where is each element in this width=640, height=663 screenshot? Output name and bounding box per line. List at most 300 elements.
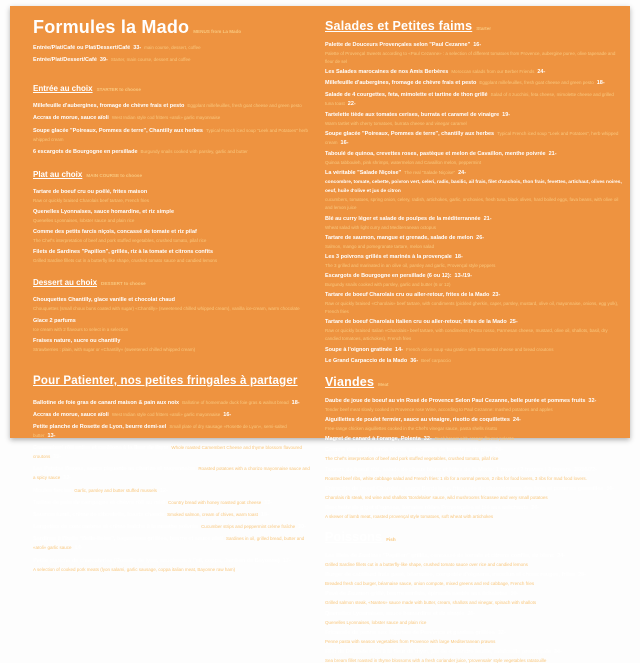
menu-item — [33, 555, 310, 572]
menu-item — [33, 42, 310, 51]
menu-item — [325, 213, 622, 230]
menu-item-translation-line — [33, 344, 310, 352]
menu-item — [33, 397, 310, 406]
item-price: 39- — [99, 57, 108, 64]
menu-item — [325, 109, 622, 126]
menu-item-translation-line — [325, 511, 622, 519]
item-price: 18- — [454, 253, 463, 260]
menu-item-line — [325, 569, 622, 578]
menu-item-line — [33, 409, 310, 418]
item-translation-en: The real "Salade Niçoise" — [404, 170, 456, 176]
menu-item-line — [325, 270, 622, 279]
item-translation-en: Beef carpaccio — [421, 357, 451, 363]
menu-item-line — [325, 550, 622, 559]
menu-item — [325, 232, 622, 249]
item-translation-en: Grilled Sardine fillets cut in a butterfly like shape, crushed tomato sauce and candied lemons — [33, 258, 218, 264]
menu-item — [33, 497, 310, 506]
menu-item — [325, 395, 622, 412]
fringales-list — [33, 397, 310, 572]
menu-item — [325, 289, 622, 314]
item-name-fr: Tartelette tiède aux tomates cerises, burrata et caramel de vinaigre — [325, 111, 500, 118]
section-title: Viandes — [325, 374, 375, 389]
item-translation-en: Duck breast with orange flavour polenta — [434, 436, 515, 442]
item-translation-en: Warm tartlet with cherry tomatoes, burrata cheese and vinegar caramel — [325, 120, 467, 126]
item-translation-en: Salmon, mango and pomegranate tartare, melon salad — [325, 243, 435, 249]
menu-item-translation-line — [325, 492, 622, 500]
item-price: 22- — [347, 100, 356, 107]
menu-item-line — [325, 89, 622, 107]
item-translation-en: Quenelles Lyonnaises, lobster sauce and plain rice — [33, 217, 135, 223]
menu-item — [325, 39, 622, 64]
menu-item-translation-line — [33, 324, 310, 332]
section-plat — [33, 164, 310, 264]
menu-item-translation-line — [33, 195, 310, 203]
menu-item-translation-line — [325, 241, 622, 249]
menu-item — [33, 206, 310, 223]
menu-item — [325, 66, 622, 75]
item-price: 30- — [531, 504, 540, 511]
item-translation-en: Burgundy snails cooked with parsley, garlic and butter — [140, 148, 248, 154]
menu-item — [325, 128, 622, 146]
item-price: 30- — [510, 591, 519, 598]
item-price: 24- — [537, 69, 546, 76]
item-name-fr: Tartare de boeuf Charolais cru ou aller-retour, frites de la Mado — [325, 292, 490, 299]
menu-item-line — [33, 125, 310, 143]
item-name-fr: Burger de cabillaud frais pané, béarnaise, compotée d'oignons, mesclun et choux rouges, frites — [325, 572, 576, 579]
item-name-fr: Daube de joue de boeuf au vin Rosé de Provence Selon Paul Cezanne, belle purée et pommes fruits — [325, 397, 586, 404]
item-translation-en: Sea bream fillet roasted in thyme blossoms with a fresh coriander juice, 'provensale' style vegetables ratatouille — [325, 657, 547, 663]
item-price: 36- — [606, 485, 615, 492]
menu-item-line — [33, 226, 310, 235]
menu-item-translation-line — [33, 255, 310, 263]
item-translation-en: Roasted potatoes with a chorizo mayonnaise sauce and a spicy sauce — [33, 466, 310, 481]
item-name-fr: Soupe à l'oignon gratinée — [325, 346, 393, 353]
item-name-fr: Camembert rôti entier et croûtons à la fleur de thym — [33, 445, 169, 452]
item-name-fr: Taboulé de quinoa, crevettes roses, pastèque et melon de Cavaillon, menthe poivrée — [325, 151, 546, 158]
menu-item-line — [33, 509, 310, 518]
item-price: 28- — [578, 572, 587, 579]
item-name-fr: Millefeuille d'aubergines, fromage de chèvre frais et pesto — [325, 80, 477, 87]
item-price: 17- — [282, 557, 291, 564]
item-name-fr: Soupe glacée "Poireaux, Pommes de terre", chantilly aux herbes — [325, 130, 495, 137]
item-price: 34- — [553, 648, 562, 655]
menu-item — [325, 433, 622, 442]
item-name-fr: Entrecôte de boeuf Charolais, sauce Bordelaise, fricassée de champignons des bois et pommes grenailles — [325, 485, 604, 492]
formules-list — [33, 42, 310, 63]
menu-item-line — [33, 112, 310, 121]
menu-item-line — [33, 463, 310, 481]
item-ingredients-fr: concombre, tomate, cebette, poivron vert, celeri, radis, basilic, ail frais, filet d'anchois, thon frais, fevettes, artichaut, olives noires, oeuf, huile d'olive et jus de citron — [325, 180, 622, 195]
item-translation-en: Wheat salad with light curry and Mediterranean octopus — [325, 224, 437, 230]
menu-item-line — [33, 521, 310, 530]
section-viandes — [325, 373, 622, 519]
menu-item-line — [325, 109, 622, 118]
item-name-fr: Entrée/Plat/Café ou Plat/Dessert/Café — [33, 45, 131, 51]
item-name-fr: Tartare de boeuf cru ou poêlé, frites maison — [33, 188, 148, 195]
item-price: 36- — [410, 357, 419, 364]
menu-item-translation-line — [33, 564, 310, 572]
item-translation-en: Strawberries : plain, with sugar or «Chantilly» (sweetened chilled whipped cream) — [33, 346, 196, 352]
item-translation-en: West Indian style cod fritters «aïoli» garlic mayonnaise — [111, 411, 221, 417]
menu-item-line — [33, 485, 310, 494]
item-translation-en: Free-range chicken aiguillettes cooked in the Chef's vinegar sauce, pasta shells risotto — [325, 426, 498, 431]
menu-item-line — [325, 316, 622, 325]
item-price: 26- — [476, 234, 485, 241]
item-name-fr: Les Salades marocaines de nos Amis Berbères — [325, 69, 449, 76]
section-title: Poissons — [325, 529, 383, 544]
item-translation-en: Tender beef meat slowly cooked in Provence rose Wine, according to Paul Cezanne: mashed potatoes and apples — [325, 406, 553, 412]
item-name-fr: Magret de canard à l'orange, Polenta — [325, 436, 421, 443]
item-name-fr: Sardines à l'huile "Belle-Iloise", baguetines grillées, beurre et sauce aïoli — [33, 536, 223, 543]
menu-item-translation-line — [325, 655, 622, 663]
menu-item-translation-line — [325, 559, 622, 567]
item-name-fr: Millefeuille d'aubergines, fromage de chèvre frais et pesto — [33, 103, 185, 110]
item-price: 24- — [557, 552, 566, 559]
menu-item-line — [33, 206, 310, 215]
item-translation-en: Penne pasta with season vegetables from Provence with large Mediterranean prawns — [325, 638, 496, 644]
item-name-fr: Tartare de boeuf Charolais Italien cru ou aller-retour, frites de la Mado — [325, 319, 507, 326]
item-translation-en: Small plate of dry sausage «Rosette de Lyon», semi-salted butter — [33, 424, 287, 439]
menu-item-line — [325, 395, 622, 404]
menu-item-line — [325, 167, 622, 176]
section-poissons — [325, 528, 622, 663]
item-name-fr: Le Grand Carpaccio de la Mado — [325, 357, 408, 364]
item-name-fr: Les 3 poivrons grillés et marinés à la provençale — [325, 253, 452, 260]
menu-item-line — [325, 232, 622, 241]
section-salades — [325, 17, 622, 364]
menu-item-line — [325, 77, 622, 86]
menu-page — [10, 6, 630, 663]
item-translation-en: Salad of 4 zucchini, feta cheese, mimolette cheese and grilled tuna toast — [325, 91, 614, 106]
item-price: 33- — [133, 45, 142, 51]
item-name-fr: Pavé de Saumon grillé, beurre nantais, épinards sautés aux échalotes — [325, 591, 508, 598]
section-title: Dessert au choix — [33, 278, 98, 288]
menu-item — [33, 315, 310, 332]
menu-item-translation-line — [325, 617, 622, 625]
menu-item — [325, 344, 622, 353]
item-translation-en: Country bread with honey roasted goat cheese — [167, 499, 262, 505]
section-subtitle: STARTER to choose — [96, 87, 141, 93]
item-name-fr: Accras de morue, sauce aïoli — [33, 411, 109, 418]
item-price: 14- — [74, 545, 83, 552]
item-name-fr: Travers de boeuf rôti, salade de choux blanc et frites de la Mado: 1 traver / 2 travers / 3 travers — [325, 466, 571, 473]
item-translation-en: Cucumber strips and peppermint crème fraîche — [201, 524, 296, 530]
menu-item-translation-line — [325, 453, 622, 461]
item-name-fr: Ballotine de foie gras de canard maison & pain aux noix — [33, 399, 180, 406]
menu-item-ingredients — [325, 176, 622, 194]
menu-item — [33, 246, 310, 263]
item-translation-en: Quenelles Lyonnaises, lobster sauce and plain rice — [325, 619, 427, 625]
menu-item-line — [325, 483, 622, 492]
item-translation-en: Whole roasted Camembert Cheese and thyme blossom flavoured croutons — [33, 445, 302, 460]
item-translation-en: Moroccan salads from our Berber Friends — [451, 69, 535, 75]
salades-list — [325, 39, 622, 364]
item-translation-en: Garlic, parsley and butter stuffed mussels — [74, 487, 157, 493]
item-name-fr: Palette de Douceurs Provençales selon "Paul Cezanne" — [325, 42, 471, 48]
item-translation-en: The 3 grilled and marinated in an olive oil, parsley and garlic, Provençal style peppers — [325, 262, 496, 268]
item-name-fr: Saumon fumé, crème de ciboulette, toasts chauds — [33, 512, 165, 518]
menu-item-translation-line — [325, 423, 622, 431]
section-title: Pour Patienter, nos petites fringales à partager — [33, 374, 298, 387]
menu-item-translation-line — [325, 404, 622, 412]
menu-item — [325, 270, 622, 287]
item-price: 12- — [63, 475, 72, 482]
left-column — [10, 17, 320, 572]
menu-item-translation-line — [325, 260, 622, 268]
menu-item-line — [325, 251, 622, 260]
item-name-fr: Tartine de pain de campagne et chèvre rôti au miel — [33, 499, 165, 506]
item-price: 18- — [291, 399, 300, 406]
menu-item — [33, 421, 310, 439]
menu-item-translation-line — [325, 279, 622, 287]
item-translation-en: Grilled salmon steak, «Nantes» sauce made with butter, cream, shallots and vinegar, spinach with shallots — [325, 600, 537, 606]
menu-item-line — [325, 66, 622, 75]
menu-item-ingredients-translation — [325, 194, 622, 210]
menu-item-line — [325, 148, 622, 157]
menu-item — [325, 502, 622, 519]
item-name-fr: Quenelles Lyonnaises, sauce homardine et riz simple — [325, 610, 465, 617]
item-price: 18- — [596, 80, 605, 87]
section-entree — [33, 78, 310, 155]
item-name-fr: Moules farcies — [33, 487, 72, 494]
item-price: 24- — [512, 417, 521, 423]
menu-item-line — [33, 246, 310, 255]
menu-item-line — [33, 442, 310, 460]
item-translation-en: Ballotine of homemade duck foie gras & walnut bread — [182, 399, 289, 405]
menu-item — [325, 167, 622, 210]
item-price: 13- — [47, 433, 56, 440]
item-name-fr: Longettes de concombres et crème fraîche à la menthe poivrée — [33, 524, 199, 531]
item-translation-en: Sardines in oil, grilled bread, butter and «aïoli» garlic sauce — [33, 536, 305, 551]
item-price: 19- — [502, 111, 511, 118]
item-name-fr: Fricassée de penne aux légumes de Provence et gambas grillées — [325, 629, 495, 636]
item-name-fr: Glace 2 parfums — [33, 317, 76, 324]
menu-item — [325, 464, 622, 481]
menu-item-line — [33, 54, 310, 63]
item-name-fr: Comme des petits farcis niçois, concassé de tomate et riz pilaf — [33, 229, 197, 236]
item-name-fr: Tartare de saumon, mangue et grenade, salade de melon — [325, 234, 474, 241]
item-translation-en: Grilled Sardine fillets cut in a butterfly-like shape, crushed tomato sauce over rice and candied lemons — [325, 561, 528, 567]
item-name-fr: Filets de Sardines "Papillon", grillés, riz à la tomate et citrons confits — [33, 249, 214, 256]
item-price: 14- — [395, 346, 403, 353]
menu-item — [325, 414, 622, 431]
item-name-fr: Fraises nature, sucre ou chantilly — [33, 337, 121, 344]
item-price: 24- — [458, 170, 467, 177]
menu-item — [33, 533, 310, 551]
menu-item-line — [33, 533, 310, 551]
section-formules — [33, 17, 310, 63]
menu-item — [325, 646, 622, 663]
item-translation-en: Burgundy snails cooked with parsley, garlic and butter (6 or 12) — [325, 282, 451, 288]
item-translation-en: Palette of Provençal Sweets according to «Paul Cezanne» : a selection of different tomatoes from Provence, aubergine puree, olive tapenade and fleur de sel — [325, 51, 616, 64]
menu-item-line — [33, 497, 310, 506]
section-subtitle: MENUS from La Mado — [193, 29, 242, 34]
item-price: 32- — [497, 629, 506, 636]
menu-item-line — [325, 414, 622, 423]
menu-item — [325, 608, 622, 625]
menu-item — [33, 463, 310, 481]
item-name-fr: Blé au curry léger et salade de poulpes de la méditerrannée — [325, 215, 481, 222]
item-translation-en: Chouquettes (small choux buns coated with sugar) «Chantilly» (sweetened chilled whipped cream), vanilla ice-cream, warm chocolate — [33, 306, 300, 312]
item-translation-en: The Chef's interpretation of beef and pork stuffed vegetables, crushed tomato, pilaf rice — [325, 456, 499, 462]
item-translation-en: Smoked salmon, cream of chives, warm toast — [167, 512, 258, 517]
item-name-fr: Petite planche de Rosette de Lyon, beurre demi-sel — [33, 424, 167, 431]
menu-item-line — [33, 397, 310, 406]
menu-item — [33, 112, 310, 121]
plat-list — [33, 186, 310, 264]
menu-item — [325, 444, 622, 461]
item-name-fr: Soupe glacée "Poireaux, Pommes de terre", Chantilly aux herbes — [33, 127, 203, 134]
section-dessert — [33, 272, 310, 351]
item-price: 32- — [588, 397, 597, 404]
section-subtitle: DESSERT to choose — [101, 281, 146, 287]
menu-item-translation-line — [325, 157, 622, 165]
item-name-fr: Entrée/Plat/Dessert/Café — [33, 57, 97, 64]
menu-item-line — [325, 608, 622, 617]
menu-item-translation-line — [325, 48, 622, 64]
menu-item-line — [33, 421, 310, 439]
item-price: 16- — [473, 42, 482, 48]
menu-item-line — [33, 555, 310, 564]
menu-item — [33, 100, 310, 109]
menu-item — [325, 588, 622, 605]
menu-item-line — [33, 335, 310, 344]
menu-item — [33, 125, 310, 143]
item-price: 10- — [298, 524, 307, 531]
menu-item-line — [325, 39, 622, 48]
menu-item-line — [325, 464, 622, 473]
item-price: 18- — [260, 512, 269, 518]
menu-item-translation-line — [325, 222, 622, 230]
item-translation-en: Quinoa tabbouleh, pink shrimps, watermelon and Cavaillon melon, peppermint — [325, 160, 482, 166]
section-subtitle: MAIN COURSE to choose — [86, 172, 142, 178]
menu-item-translation-line — [325, 118, 622, 126]
menu-item — [33, 485, 310, 494]
item-price: 24- — [494, 447, 503, 454]
item-price: 26- — [467, 610, 476, 617]
menu-item-translation-line — [325, 597, 622, 605]
menu-item-line — [33, 186, 310, 195]
item-translation-en: Raw or quickly braised Italian «Charolais» beef tartare, with condiments (Pesto rosso, Parmesan cheese, mustard, olive oil, shallots, basil, dry candied tomatoes, artichokes), French fries — [325, 328, 608, 342]
item-ingredients-en: cucumbers, tomatoes, spring onion, celery, radish, artichokes, garlic, anchovies, fresh tuna, black olives, hard boiled eggs, fava beans, with olive oil and lemon juice — [325, 197, 619, 211]
section-fringales — [33, 371, 310, 572]
menu-item-line — [325, 344, 622, 353]
menu-item — [325, 483, 622, 500]
poissons-list — [325, 550, 622, 663]
item-translation-en: French onion soup «au gratin» with Emmental cheese and bread croutons — [405, 346, 554, 352]
entree-list — [33, 100, 310, 155]
item-translation-en: main course, dessert, coffee — [144, 45, 201, 50]
item-name-fr: Petite planche de charcuteries (Rosette de lyon, saucisson à l'ail, coppa, Jambon de Bayonne) — [33, 557, 280, 564]
item-price: 16- — [340, 139, 349, 146]
item-translation-en: Typical French iced soup "Leek and Potatoes" herb whipped cream — [33, 127, 308, 142]
menu-item-translation-line — [325, 578, 622, 586]
item-name-fr: La véritable "Salade Niçoise" — [325, 170, 402, 177]
menu-item — [33, 186, 310, 203]
section-title: Plat au choix — [33, 169, 83, 179]
item-price: 13-/19- — [454, 273, 472, 280]
menu-item — [325, 627, 622, 644]
item-translation-en: Eggplant millefeuilles, fresh goat cheese and green pesto — [479, 80, 594, 86]
item-name-fr: Chouquettes Chantilly, glace vanille et chocolat chaud — [33, 297, 176, 304]
menu-item-translation-line — [325, 325, 622, 341]
menu-item — [325, 316, 622, 341]
menu-item — [33, 442, 310, 460]
menu-item-line — [325, 128, 622, 146]
menu-item-line — [325, 213, 622, 222]
menu-item — [33, 54, 310, 63]
menu-item-line — [33, 42, 310, 51]
menu-item-translation-line — [325, 473, 622, 481]
menu-item-line — [33, 100, 310, 109]
item-price: 35/56/72- — [573, 466, 598, 473]
item-name-fr: Les Patatas Bravas, sauce piquante au chorizo et mayonnaise — [33, 466, 196, 473]
item-name-fr: Quenelles Lyonnaises, sauce homardine, et riz simple — [33, 208, 175, 215]
menu-item-translation-line — [33, 303, 310, 311]
item-name-fr: Salade de 4 courgettes, feta, mimolette et tartine de thon grillé — [325, 91, 488, 98]
item-price: 16- — [223, 411, 232, 418]
menu-item — [33, 409, 310, 418]
menu-item — [325, 550, 622, 567]
menu-item — [33, 521, 310, 530]
item-name-fr: Accras de morue, sauce aïoli — [33, 115, 109, 122]
item-translation-en: Raw or quickly braised «Charolais» beef tartare, with condiments (pickled gherkin, caper, parsley, mustard, olive oil, mayonnaise, onions, egg yolk), French fries — [325, 301, 619, 315]
menu-item — [33, 509, 310, 518]
item-translation-en: West Indian style cod fritters «aïoli» garlic mayonnaise — [111, 115, 221, 121]
menu-item-line — [325, 502, 622, 511]
item-name-fr: Filet de Daurade rôtis à la fleur de thym, jus de coriandre feuille, ratatouille provençale — [325, 648, 551, 655]
item-translation-en: Ice cream with 2 flavours to select in a selection — [33, 326, 129, 332]
item-name-fr: Les filets de Sardines "Papillon" grillés, concassé de tomate et citrons confits, riz blanc — [325, 552, 555, 559]
item-translation-en: Eggplant millefeuilles, fresh goat cheese and green pesto — [187, 103, 302, 109]
section-title: Entrée au choix — [33, 84, 93, 94]
menu-item-line — [325, 355, 622, 364]
menu-item — [325, 148, 622, 165]
item-price: 25- — [509, 319, 518, 326]
menu-item — [33, 226, 310, 243]
section-title: Salades et Petites faims — [325, 19, 473, 33]
section-title: Formules la Mado — [33, 17, 190, 37]
item-price: 32- — [423, 436, 432, 443]
menu-item — [325, 89, 622, 107]
item-translation-en: A skewer of lamb meat, roasted provençal style tomatoes, soft wheat with artichokes — [325, 513, 494, 519]
viandes-list — [325, 395, 622, 519]
menu-item — [325, 355, 622, 364]
menu-item-line — [325, 433, 622, 442]
section-subtitle: Starter — [476, 26, 492, 31]
item-translation-en: Raw or quickly braised Charolais beef tartare, French fries — [33, 197, 150, 203]
item-price: 23- — [492, 292, 501, 299]
menu-item-line — [325, 646, 622, 655]
item-translation-en: Typical French iced soup "Leek and Potatoes", herb whipped cream — [325, 130, 619, 145]
item-translation-en: Roasted beef ribs, white cabbage salad and French fries: 1 rib for a normal person, 2 ribs for food lovers, 3 ribs for mad food lovers. — [325, 475, 587, 481]
item-name-fr: Comme des petits farcis niçois, concassée de tomate et riz pilaf — [325, 447, 492, 454]
item-translation-en: The Chef's interpretation of beef and pork stuffed vegetables, crushed tomato, pilaf rice — [33, 238, 207, 244]
menu-item-line — [33, 294, 310, 303]
item-name-fr: Escargots de Bourgogne en persillade (6 ou 12): — [325, 273, 452, 280]
item-price: 13- — [264, 499, 273, 506]
item-translation-en: Charolais rib steak, red wine and shallots 'Bordelaise' sauce, wild mushrooms fricassee and very small potatoes — [325, 494, 548, 500]
section-subtitle: Fish — [386, 536, 396, 542]
right-column — [320, 17, 630, 663]
menu-item-translation-line — [325, 298, 622, 314]
item-name-fr: Aiguillettes de poulet fermier, sauce au vinaigre, risotto de coquillettes — [325, 417, 510, 423]
menu-item — [33, 335, 310, 352]
menu-item — [325, 251, 622, 268]
menu-item-line — [325, 627, 622, 636]
item-translation-en: Starter, main course, dessert and coffee — [110, 57, 191, 63]
item-translation-en: Breaded fresh cod burger, béarnaise sauce, onion compote, mixed greens and red cabbage, French fries — [325, 581, 535, 587]
